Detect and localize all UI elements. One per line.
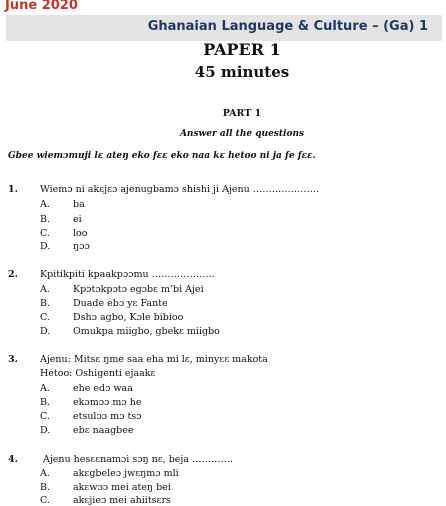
subject-banner [6, 15, 442, 41]
option-text: Omukpa miigbo, gbekɛ miigbo [73, 326, 220, 337]
option-letter: C. [40, 228, 50, 239]
option-letter: A. [40, 383, 50, 394]
option-text: ehe edɔ waa [73, 383, 133, 394]
option-letter: B. [40, 298, 51, 309]
option-text: akɛgbeleɔ jwɛŋmɔ mli [73, 468, 179, 479]
subject-title: Ghanaian Language & Culture – (Ga) 1 [147, 19, 428, 34]
option-text: etsulɔɔ mɔ tsɔ [73, 411, 142, 422]
part-title: PART 1 [222, 108, 262, 119]
question-note: Hetoo: Oshigenti ejaakɛ [40, 368, 156, 379]
option-text: Duade ebɔ yɛ Fante [73, 298, 168, 309]
option-text: Kpɔtɔkpɔtɔ egɔbɛ m’bi Ajei [73, 284, 204, 295]
option-letter: B. [40, 482, 51, 493]
option-letter: D. [40, 425, 51, 436]
exam-duration: 45 minutes [194, 63, 290, 81]
question-text: Ajenu hesɛɛnamɔi sɔŋ nɛ, beja …………. [43, 454, 234, 465]
option-text: akɛwɔɔ mei ateŋ bei [73, 482, 171, 493]
option-text: akɛjieɔ mei ahiitsɛrs [73, 495, 171, 506]
question-number: 4. [8, 454, 18, 465]
option-letter: A. [40, 284, 50, 295]
option-text: ba [73, 199, 85, 210]
question-number: 1. [8, 184, 18, 195]
question-text: Kpitikpiti kpaakpɔɔmu ……………….. [40, 269, 215, 280]
option-letter: A. [40, 199, 50, 210]
option-text: loo [73, 228, 88, 239]
question-text: Ajenu: Mitsɛ ŋme saa eha mi lɛ, minyɛɛ makota [40, 354, 268, 365]
option-letter: B. [40, 397, 51, 408]
option-text: ŋɔɔ [73, 241, 90, 252]
paper-title: PAPER 1 [203, 40, 281, 59]
option-letter: C. [40, 411, 50, 422]
question-text: Wiemɔ ni akɛjɛɔ ajenugbamɔ shishi ji Ajenu ………………… [40, 184, 320, 195]
option-letter: B. [40, 214, 51, 225]
option-letter: D. [40, 326, 51, 337]
option-text: ei [73, 214, 82, 225]
exam-date: June 2020 [5, 0, 78, 13]
part-subtitle: Answer all the questions [179, 129, 305, 139]
option-text: Dshɔ agbo, Kɔle bibioo [73, 312, 184, 323]
option-letter: D. [40, 241, 51, 252]
option-text: ebɛ naagbee [73, 425, 134, 436]
option-letter: A. [40, 468, 50, 479]
question-number: 2. [8, 269, 18, 280]
question-number: 3. [8, 354, 18, 365]
instruction-text: Gbee wiemɔmuji lɛ ateŋ eko fɛɛ eko naa kɛ hetoo ni ja fe fɛɛ. [8, 151, 316, 161]
option-letter: C. [40, 312, 50, 323]
option-text: ekɔmɔɔ mɔ he [73, 397, 142, 408]
option-letter: C. [40, 495, 50, 506]
